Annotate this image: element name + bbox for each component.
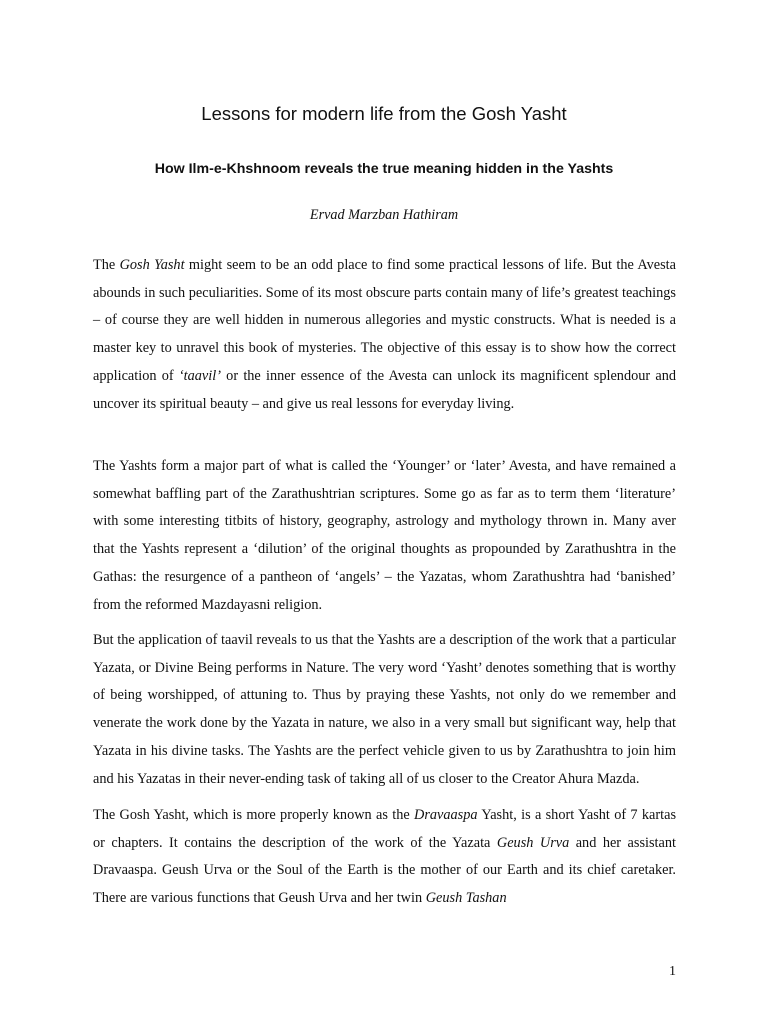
text-run: and her assistant Dravaaspa. Geush Urva or the Soul of the Earth is the mother of our Earth and its chief caretaker. There are various functions that Geush Urva and her twin xyxy=(93,834,676,907)
text-run: might seem to be an odd place to find some practical lessons of life. But the Avesta abounds in such peculiarities. Some of its most obscure parts contain many of life’s greatest teachings – of course they are well hidden in numerous allegories and mystic constructs. What is needed is a master key to unravel this book of mysteries. The objective of this essay is to show how the correct application of xyxy=(93,257,676,384)
document-subtitle: How Ilm-e-Khshnoom reveals the true meaning hidden in the Yashts xyxy=(154,161,614,177)
text-run: Yasht, is a short Yasht of 7 kartas or chapters. It contains the description of the work of the Yazata xyxy=(93,807,677,851)
italic-text-run: ‘taavil’ xyxy=(178,367,221,384)
paragraph-4 xyxy=(93,802,676,913)
text-run: The Gosh Yasht, which is more properly known as the xyxy=(93,807,414,823)
paragraph-2 xyxy=(93,453,676,619)
author-name: Ervad Marzban Hathiram xyxy=(309,207,459,223)
text-run: or the inner essence of the Avesta can unlock its magnificent splendour and uncover its spiritual beauty – and give us real lessons for everyday living. xyxy=(93,367,677,412)
text-run: The xyxy=(93,257,120,273)
text-run: The Yashts form a major part of what is called the ‘Younger’ or ‘later’ Avesta, and have remained a somewhat baffling part of the Zarathushtrian scriptures. Some go as far as to term them ‘literature’ with some interesting titbits of history, geography, astrology and mythology thrown in. Many aver that the Yashts represent a ‘dilution’ of the original thoughts as propounded by Zarathushtra in the Gathas: the resurgence of a pantheon of ‘angels’ – the Yazatas, whom Zarathushtra had ‘banished’ from the reformed Mazdayasni religion. xyxy=(93,458,676,613)
paragraph-3 xyxy=(93,627,676,793)
italic-text-run: Gosh Yasht xyxy=(119,257,185,273)
page-number: 1 xyxy=(669,964,676,979)
italic-text-run: Geush Urva xyxy=(496,834,570,851)
document-title: Lessons for modern life from the Gosh Yasht xyxy=(201,103,567,124)
paragraph-1 xyxy=(93,252,676,418)
italic-text-run: Dravaaspa xyxy=(414,807,478,823)
text-run: But the application of taavil reveals to us that the Yashts are a description of the work that a particular Yazata, or Divine Being performs in Nature. The very word ‘Yasht’ denotes something that is worthy of being worshipped, of attuning to. Thus by praying these Yashts, not only do we remember and venerate the work done by the Yazata in nature, we also in a very small but significant way, help that Yazata in his divine tasks. The Yashts are the perfect vehicle given to us by Zarathushtra to join him and his Yazatas in their never-ending task of taking all of us closer to the Creator Ahura Mazda. xyxy=(93,632,676,787)
italic-text-run: Geush Tashan xyxy=(425,890,507,907)
